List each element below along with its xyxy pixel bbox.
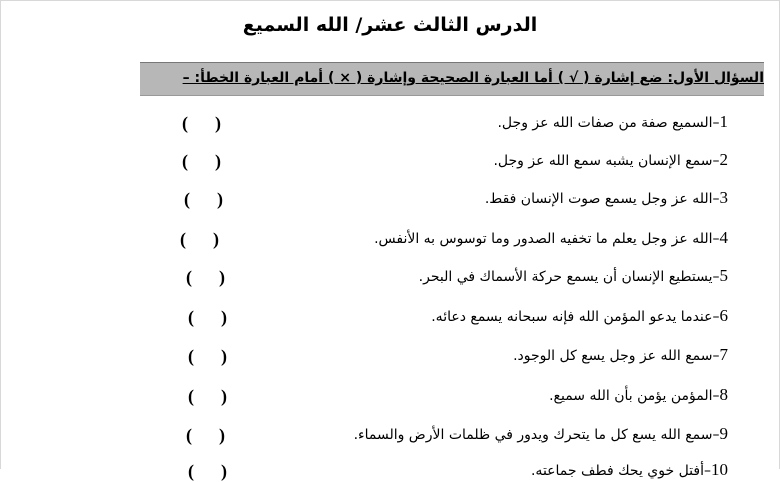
answer-box[interactable]: ( ) [184,189,223,209]
statement-number: 10 [711,460,728,479]
statement-item [531,460,728,480]
statement-item [549,385,728,405]
answer-box[interactable]: ( ) [188,346,227,366]
statement-item [485,188,728,208]
question-instruction: السؤال الأول: ضع إشارة ( √ ) أما العبارة الصحيحة وإشارة ( × ) أمام العبارة الخطأ: – [182,70,764,86]
statement-number: 6 [719,306,728,325]
statement-text: –سمع الإنسان يشبه سمع الله عز وجل. [493,153,720,169]
answer-box[interactable]: ( ) [188,386,227,406]
statement-item [497,112,728,132]
answer-box[interactable]: ( ) [182,113,221,133]
statement-text: –سمع الله يسع كل ما يتحرك ويدور في ظلمات الأرض والسماء. [353,427,720,443]
statement-number: 1 [719,112,728,131]
statement-number: 2 [719,150,728,169]
statement-item [493,150,728,170]
statement-text: –سمع الله عز وجل يسع كل الوجود. [513,348,720,364]
answer-box[interactable]: ( ) [186,267,225,287]
statement-number: 4 [719,228,728,247]
statement-text: –الله عز وجل يسمع صوت الإنسان فقط. [484,191,720,207]
answer-box[interactable]: ( ) [188,307,227,327]
answer-box[interactable]: ( ) [182,151,221,171]
statement-text: –أفتل خوي يحك فطف جماعته. [530,463,711,479]
statement-item [354,424,728,444]
answer-box[interactable]: ( ) [180,229,219,249]
answer-box[interactable]: ( ) [186,425,225,445]
statement-number: 7 [719,345,728,364]
statement-text: –السميع صفة من صفات الله عز وجل. [497,115,720,131]
statement-text: –الله عز وجل يعلم ما تخفيه الصدور وما توسوس به الأنفس. [374,231,720,247]
answer-box[interactable]: ( ) [188,461,227,481]
statement-item [374,228,728,248]
statement-text: –عندما يدعو المؤمن الله فإنه سبحانه يسمع دعائه. [431,309,720,325]
statement-number: 8 [719,385,728,404]
statement-number: 5 [719,266,728,285]
statement-item [419,266,728,286]
statement-item [431,306,728,326]
statement-number: 3 [719,188,728,207]
statement-text: –المؤمن يؤمن بأن الله سميع. [549,388,720,404]
statement-number: 9 [719,424,728,443]
lesson-title: الدرس الثالث عشر/ الله السميع [242,14,538,36]
statement-text: –يستطيع الإنسان أن يسمع حركة الأسماك في البحر. [418,269,720,285]
statement-item [513,345,728,365]
